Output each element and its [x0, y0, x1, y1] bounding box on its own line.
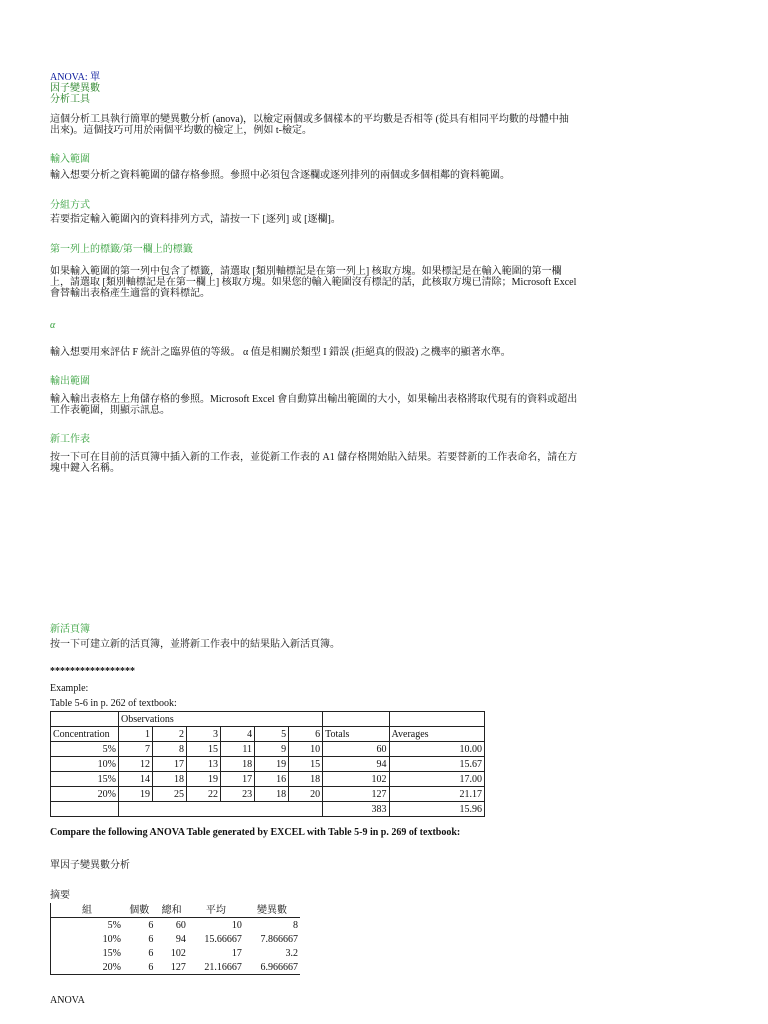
table-row [51, 712, 485, 727]
section-heading-grouped-by: 分組方式 [50, 200, 90, 211]
table-cell: 19 [255, 757, 289, 772]
table-cell: 10% [51, 932, 124, 946]
column-header: 變異數 [256, 904, 287, 916]
table-cell: 3.2 [285, 947, 298, 959]
table-cell: 18 [153, 772, 187, 787]
summary-header-row [51, 903, 301, 918]
table-cell: 6 [148, 933, 154, 945]
stars-divider: ***************** [50, 666, 135, 677]
table-cell: 10 [231, 919, 242, 931]
column-header: 6 [289, 727, 323, 742]
section-body-new-sheet: 按一下可在目前的活頁簿中插入新的工作表，並從新工作表的 A1 儲存格開始貼入結果。若要替新的工作表命名，請在方塊中鍵入名稱。 [50, 452, 578, 474]
section-heading-alpha: α [50, 320, 56, 331]
section-body-output-range: 輸入輸出表格左上角儲存格的參照。Microsoft Excel 會自動算出輸出範圍的大小，如果輸出表格將取代現有的資料或超出工作表範圍，則顯示訊息。 [50, 394, 578, 416]
column-header: Averages [389, 727, 484, 742]
table-row [51, 932, 301, 946]
table-cell: 25 [153, 787, 187, 802]
table-cell: 5% [51, 918, 124, 933]
table-cell: 6 [148, 947, 154, 959]
table-row [51, 918, 301, 933]
table-cell: 15% [51, 946, 124, 960]
table-cell: 17 [153, 757, 187, 772]
table-cell: 60 [323, 742, 389, 757]
title-line-3: 分析工具 [50, 94, 90, 105]
table-row [51, 946, 301, 960]
table-cell: 15 [289, 757, 323, 772]
table-cell: 16 [255, 772, 289, 787]
section-body-new-workbook: 按一下可建立新的活頁簿，並將新工作表中的結果貼入新活頁簿。 [50, 639, 340, 650]
title-rest: : 單 [84, 72, 101, 83]
table-cell: 127 [170, 961, 186, 973]
table-cell: 8 [293, 919, 298, 931]
table-cell: 21.17 [389, 787, 484, 802]
column-header: 總和 [161, 904, 182, 916]
column-header: 組 [51, 903, 124, 918]
table-cell: 11 [221, 742, 255, 757]
table-cell: 20% [51, 787, 119, 802]
table-cell: 20 [289, 787, 323, 802]
table-cell: 6 [148, 919, 154, 931]
table-cell: 94 [323, 757, 389, 772]
column-header: 1 [119, 727, 153, 742]
table-cell: 18 [289, 772, 323, 787]
table-row [51, 787, 485, 802]
table-cell: 10 [289, 742, 323, 757]
anova-footer-label: ANOVA [50, 995, 85, 1006]
section-body-input-range: 輸入想要分析之資料範圍的儲存格參照。參照中必須包含逐欄或逐列排列的兩個或多個相鄰的資料範圍。 [50, 170, 510, 181]
table-cell [51, 712, 119, 727]
section-body-labels: 如果輸入範圍的第一列中包含了標籤，請選取 [類別軸標記是在第一列上] 核取方塊。如果標記是在輸入範圍的第一欄上，請選取 [類別軸標記是在第一欄上] 核取方塊。如果您的輸入範圍沒有標記的話，此核取方塊已清除；Microsoft Excel 會替輸出表格產生適當的資料標記。 [50, 266, 577, 299]
table-cell [51, 802, 119, 817]
table-cell: 5% [51, 742, 119, 757]
section-heading-input-range: 輸入範圍 [50, 154, 90, 165]
anova-section-title: 單因子變異數分析 [50, 860, 130, 871]
table-cell: 17.00 [389, 772, 484, 787]
table-cell: 8 [153, 742, 187, 757]
table-cell: 60 [175, 919, 186, 931]
table-cell: 10.00 [389, 742, 484, 757]
anova-title-link[interactable]: ANOVA [50, 72, 85, 83]
table-caption: Table 5-6 in p. 262 of textbook: [50, 698, 177, 709]
table-cell [119, 802, 323, 817]
section-heading-new-sheet: 新工作表 [50, 434, 90, 445]
table-cell: 6.966667 [260, 961, 298, 973]
intro-paragraph: 這個分析工具執行簡單的變異數分析 (anova)，以檢定兩個或多個樣本的平均數是否相等 (從具有相同平均數的母體中抽出來)。這個技巧可用於兩個平均數的檢定上，例如 t-檢定。 [50, 114, 569, 136]
table-cell: 15% [51, 772, 119, 787]
table-cell [323, 712, 389, 727]
column-header: Concentration [51, 727, 119, 742]
table-cell: 10% [51, 757, 119, 772]
table-cell: 22 [187, 787, 221, 802]
table-cell: 20% [51, 960, 124, 975]
column-header: 5 [255, 727, 289, 742]
table-cell: 102 [170, 947, 186, 959]
column-header: 2 [153, 727, 187, 742]
summary-table [50, 903, 300, 975]
column-header: 平均 [205, 904, 226, 916]
table-row [51, 772, 485, 787]
table-cell: 12 [119, 757, 153, 772]
section-body-grouped-by: 若要指定輸入範圍內的資料排列方式，請按一下 [逐列] 或 [逐欄]。 [50, 214, 341, 225]
table-cell: 17 [221, 772, 255, 787]
table-cell: 17 [231, 947, 242, 959]
table-row [51, 960, 301, 975]
table-cell: 19 [187, 772, 221, 787]
table-cell: 7.866667 [260, 933, 298, 945]
example-label: Example: [50, 683, 89, 694]
table-cell [389, 712, 484, 727]
table-cell: 13 [187, 757, 221, 772]
table-cell: 9 [255, 742, 289, 757]
title-line-2: 因子變異數 [50, 83, 100, 94]
table-header-row [51, 727, 485, 742]
section-heading-labels: 第一列上的標籤/第一欄上的標籤 [50, 244, 193, 255]
table-cell: 127 [323, 787, 389, 802]
table-footer-row [51, 802, 485, 817]
doc-title [50, 72, 100, 83]
grand-total-cell: 383 [323, 802, 389, 817]
table-cell: 102 [323, 772, 389, 787]
grand-average-cell: 15.96 [389, 802, 484, 817]
column-header: 個數 [129, 904, 150, 916]
column-header: 3 [187, 727, 221, 742]
table-cell: 21.16667 [204, 961, 242, 973]
table-cell: 94 [175, 933, 186, 945]
section-heading-new-workbook: 新活頁簿 [50, 624, 90, 635]
table-cell: 23 [221, 787, 255, 802]
table-row [51, 757, 485, 772]
table-cell: 6 [148, 961, 154, 973]
table-cell: 14 [119, 772, 153, 787]
observations-table [50, 711, 485, 817]
summary-label: 摘要 [50, 890, 70, 901]
compare-text: Compare the following ANOVA Table generated by EXCEL with Table 5-9 in p. 269 of textbook: [50, 827, 461, 838]
table-cell: 19 [119, 787, 153, 802]
table-cell: 18 [221, 757, 255, 772]
table-cell: 15.66667 [204, 933, 242, 945]
section-body-alpha: 輸入想要用來評估 F 統計之臨界值的等級。 α 值是相關於類型 I 錯誤 (拒絕真的假設) 之機率的顯著水準。 [50, 347, 511, 358]
column-header: Totals [323, 727, 389, 742]
column-header: 4 [221, 727, 255, 742]
table-row [51, 742, 485, 757]
observations-header: Observations [119, 712, 323, 727]
table-cell: 15 [187, 742, 221, 757]
section-heading-output-range: 輸出範圍 [50, 376, 90, 387]
table-cell: 18 [255, 787, 289, 802]
table-cell: 15.67 [389, 757, 484, 772]
table-cell: 7 [119, 742, 153, 757]
